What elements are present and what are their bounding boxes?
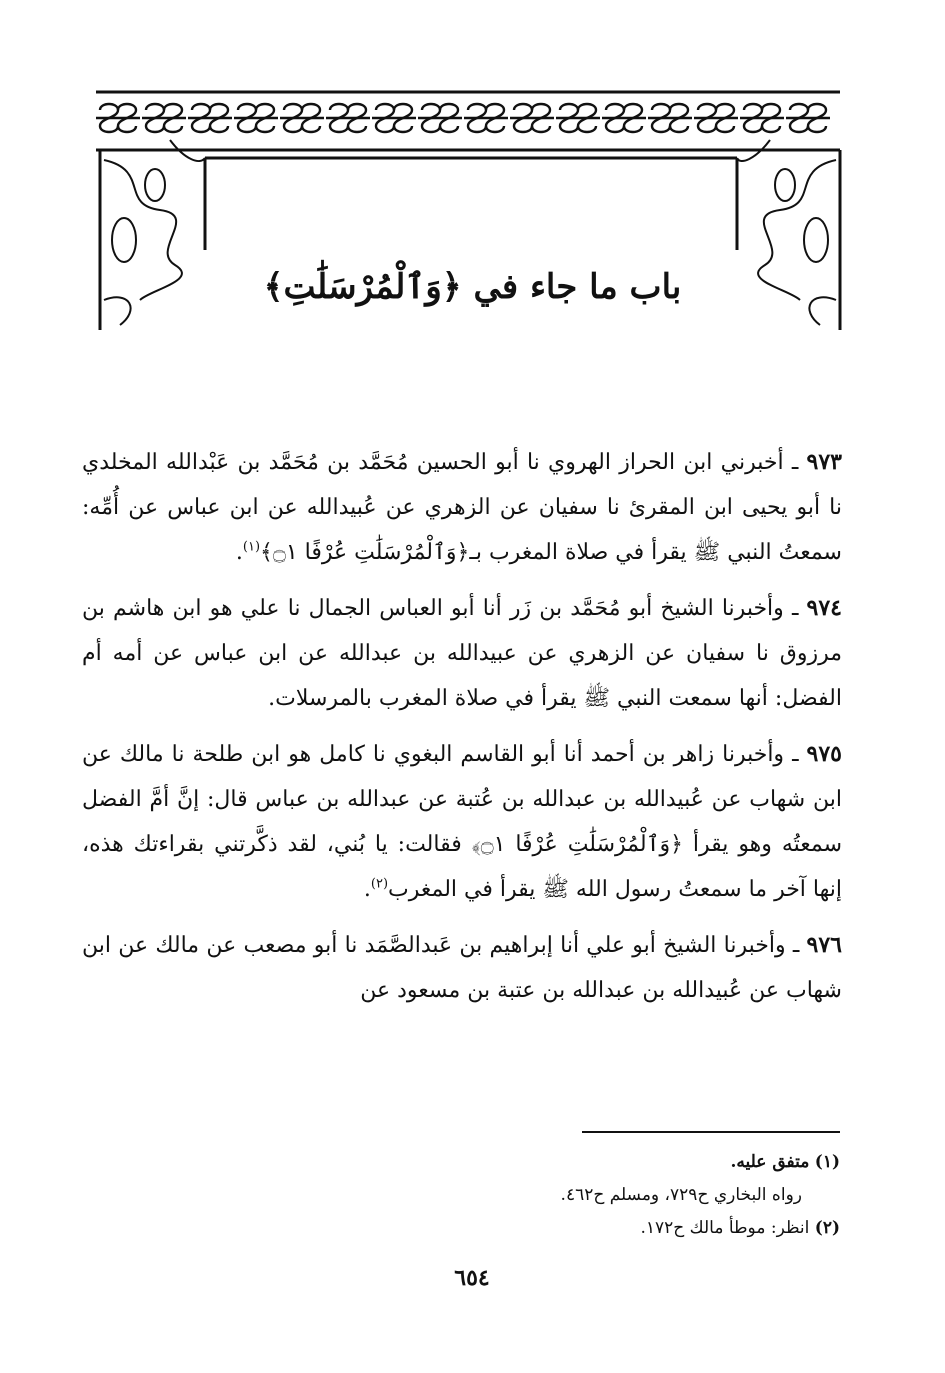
footnote-1 [200,1146,840,1179]
footnote-text: متفق عليه. [730,1152,810,1172]
hadith-975 [82,732,842,912]
footnote-1-detail: رواه البخاري ح٧٢٩، ومسلم ح٤٦٢. [560,1185,802,1205]
hadith-end: . [235,540,243,565]
hadith-number: ٩٧٣ [806,449,842,475]
chapter-title: باب ما جاء في ﴿وَٱلْمُرْسَلَٰتِ﴾ [263,267,682,307]
footnote-ref-1[interactable]: (١) [242,539,261,555]
footnote-divider [582,1131,840,1133]
footnote-2 [200,1212,840,1245]
footnote-ref-2[interactable]: (٢) [370,876,389,892]
hadith-number: ٩٧٤ [806,595,842,621]
hadith-end: . [363,877,371,902]
hadith-number: ٩٧٦ [806,932,842,958]
footnote-text: انظر: موطأ مالك ح١٧٢. [640,1218,810,1238]
hadith-974 [82,586,842,721]
footnotes [200,1146,840,1245]
hadith-976 [82,923,842,1013]
hadith-973 [82,440,842,575]
hadith-text: ـ أخبرني ابن الحراز الهروي نا أبو الحسين مُحَمَّد بن مُحَمَّد بن عَبْدالله المخلدي نا أبو يحيى ابن المقرئ نا سفيان عن الزهري عن عُبيدالله عن ابن عباس عن أُمِّه: سمعتُ النبي ﷺ يقرأ في صلاة المغرب بـ﴿وَٱلْمُرْسَلَٰتِ عُرْفًا ۝١﴾ [82,450,842,565]
page-number: ٦٥٤ [454,1265,490,1291]
hadith-text: ـ وأخبرنا زاهر بن أحمد أنا أبو القاسم البغوي نا كامل هو ابن طلحة نا مالك عن ابن شهاب عن عُبيدالله بن عبدالله بن عُتبة عن عبدالله بن عباس قال: إنَّ أمَّ الفضل سمعتُه وهو يقرأ ﴿وَٱلْمُرْسَلَٰتِ عُرْفًا ۝١﴾ فقالت: يا بُني، لقد ذكَّرتني بقراءتك هذه، إنها آخر ما سمعتُ رسول الله ﷺ يقرأ في المغرب [82,742,843,902]
footnote-marker: (٢) [814,1218,840,1238]
hadith-number: ٩٧٥ [806,741,842,767]
hadith-text: ـ وأخبرنا الشيخ أبو علي أنا إبراهيم بن عَبدالصَّمَد نا أبو مصعب عن مالك عن ابن شهاب عن عُبيدالله بن عبدالله بن عتبة بن مسعود عن [82,933,842,1003]
hadith-text: ـ وأخبرنا الشيخ أبو مُحَمَّد بن زَر أنا أبو العباس الجمال نا علي هو ابن هاشم بن مرزوق نا سفيان عن الزهري عن عبيدالله بن عبدالله عن ابن عباس عن أمه أم الفضل: أنها سمعت النبي ﷺ يقرأ في صلاة المغرب بالمرسلات. [82,596,842,711]
footnote-marker: (١) [814,1152,840,1172]
hadith-list [82,440,842,1024]
